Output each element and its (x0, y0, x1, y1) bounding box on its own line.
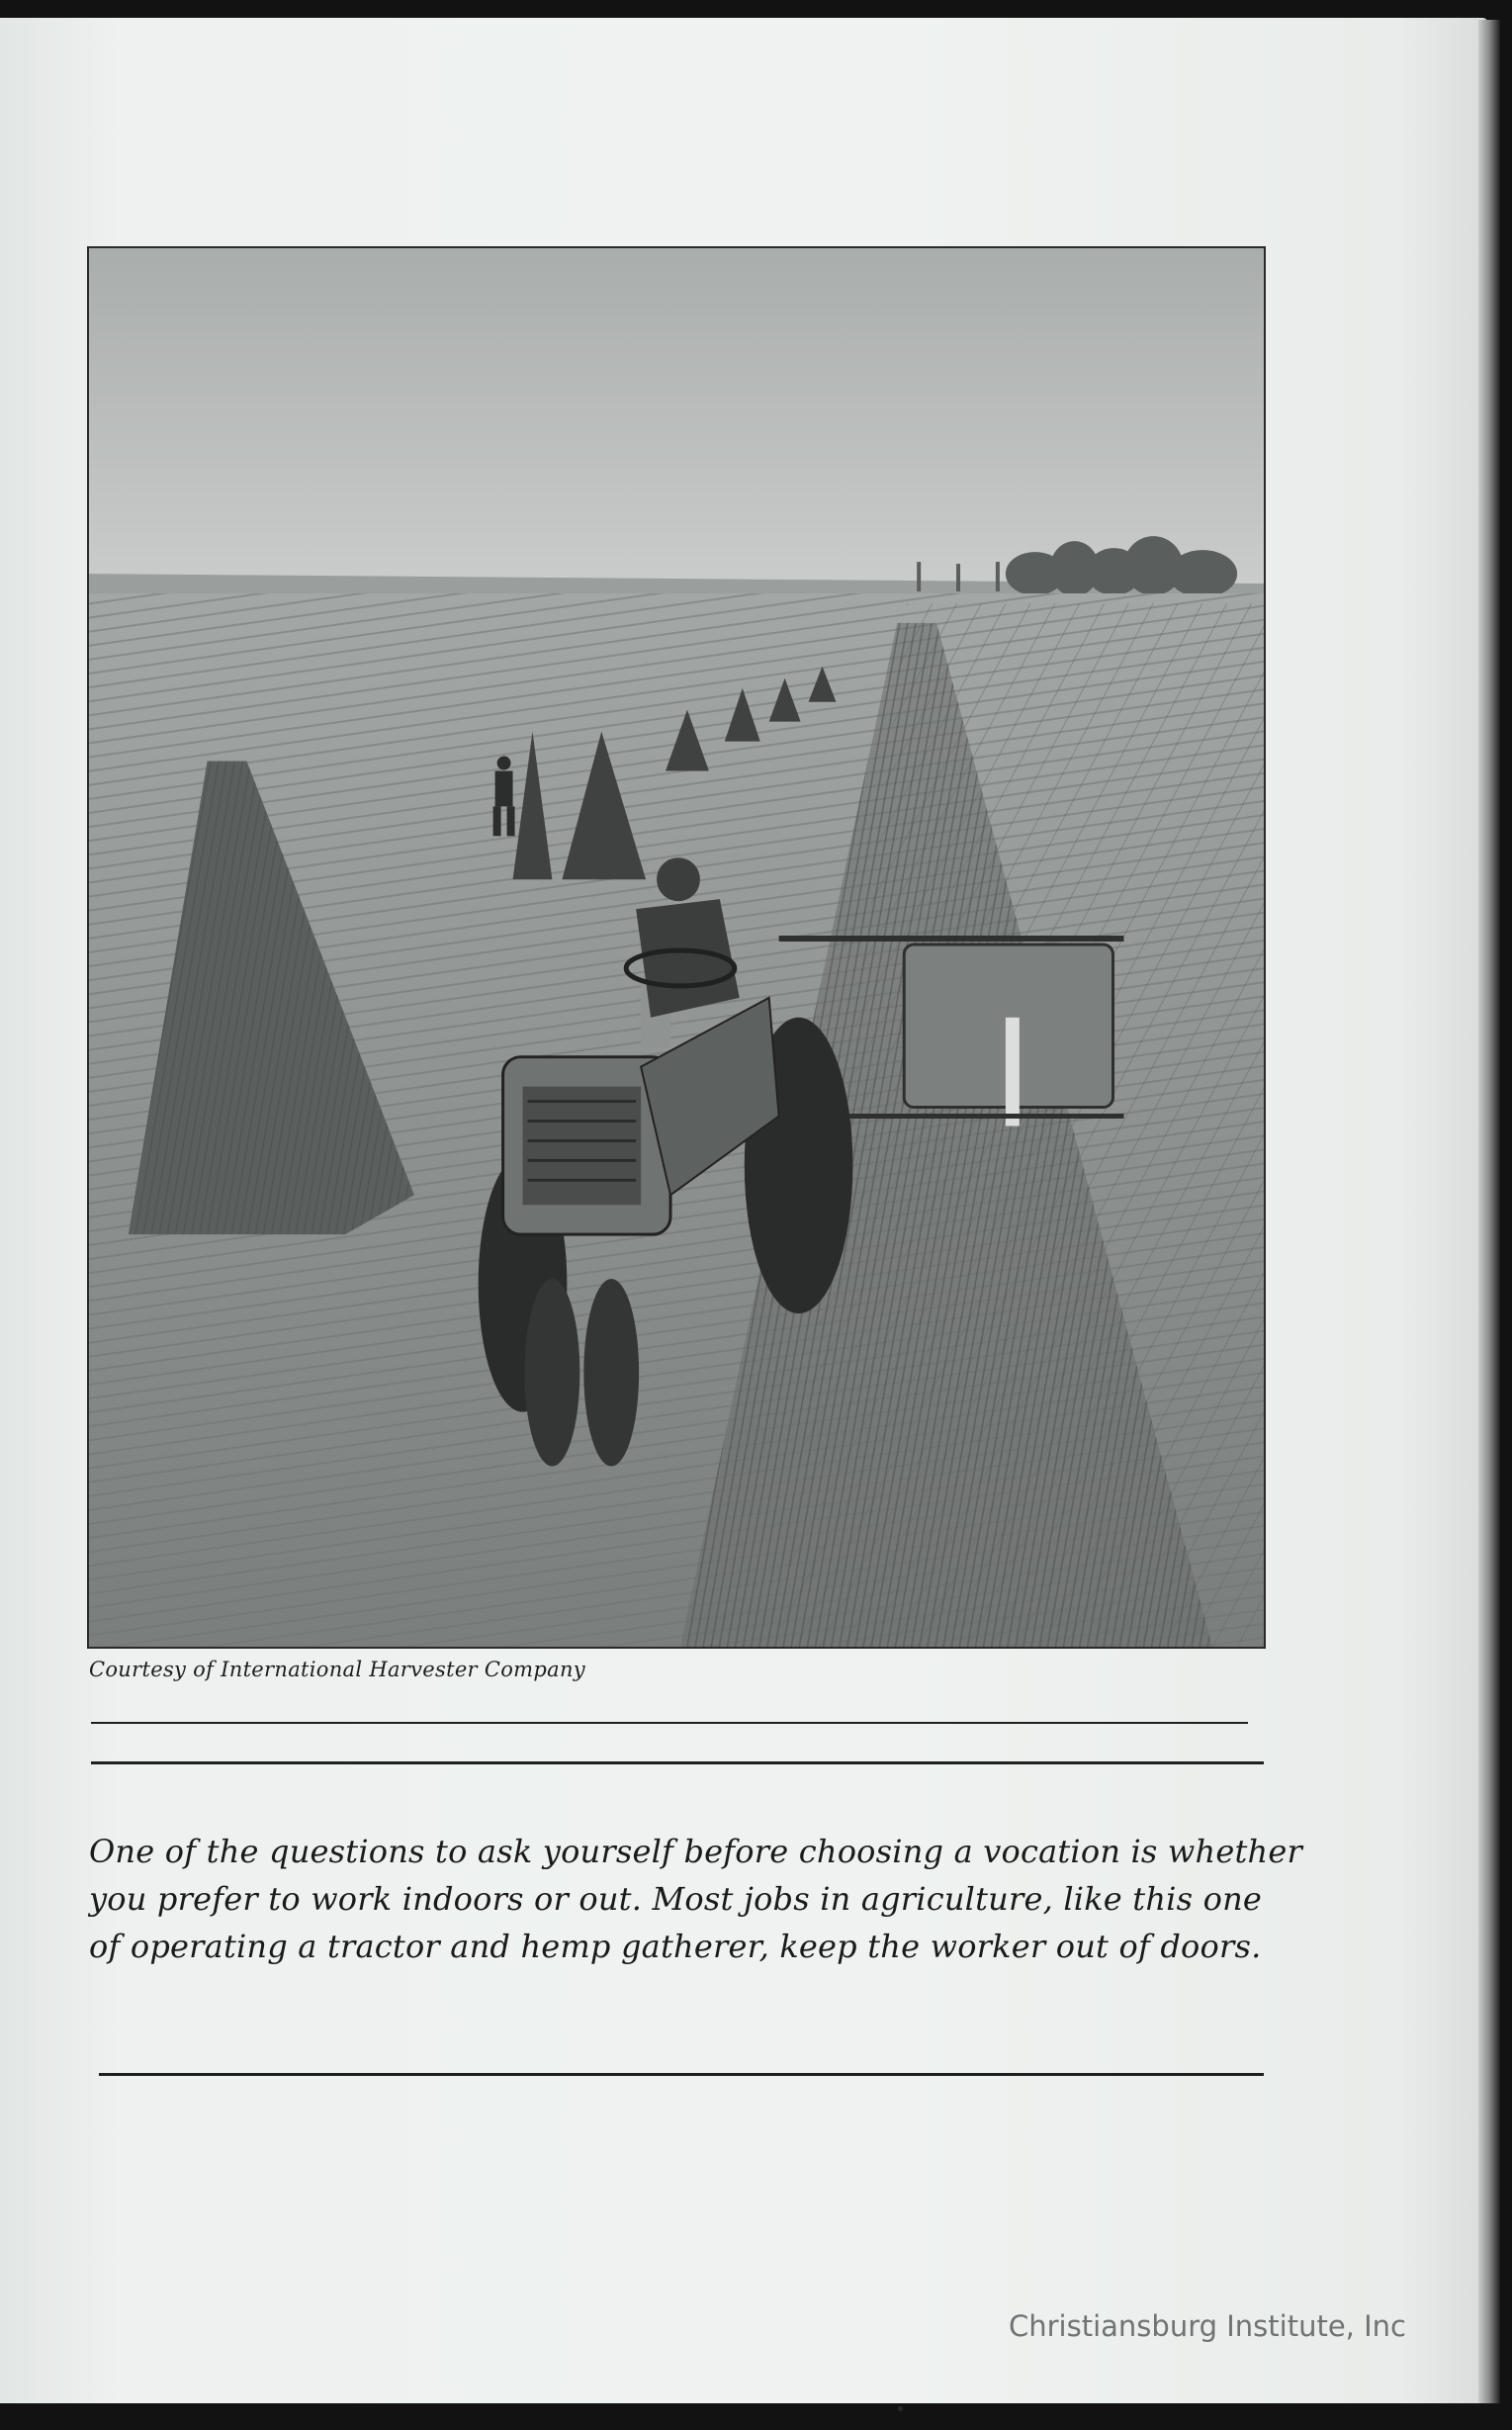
caption-line: of operating a tractor and hemp gatherer, keep the worker out of doors. (89, 1928, 1262, 1965)
caption-line: One of the questions to ask yourself before choosing a vocation is whether (89, 1833, 1302, 1870)
tractor-hemp-field-photo (87, 246, 1266, 1649)
page-edge (1478, 20, 1500, 2403)
photo-caption (89, 1828, 1302, 1970)
watermark: Christiansburg Institute, Inc (1009, 2309, 1406, 2343)
rule-top-2 (91, 1761, 1264, 1764)
rule-bottom (99, 2073, 1264, 2076)
rule-top-1 (91, 1722, 1248, 1724)
photo-illustration (89, 248, 1264, 1647)
photo-credit: Courtesy of International Harvester Company (89, 1658, 585, 1681)
paper-speck (898, 2406, 903, 2411)
caption-line: you prefer to work indoors or out. Most jobs in agriculture, like this one (89, 1880, 1263, 1918)
